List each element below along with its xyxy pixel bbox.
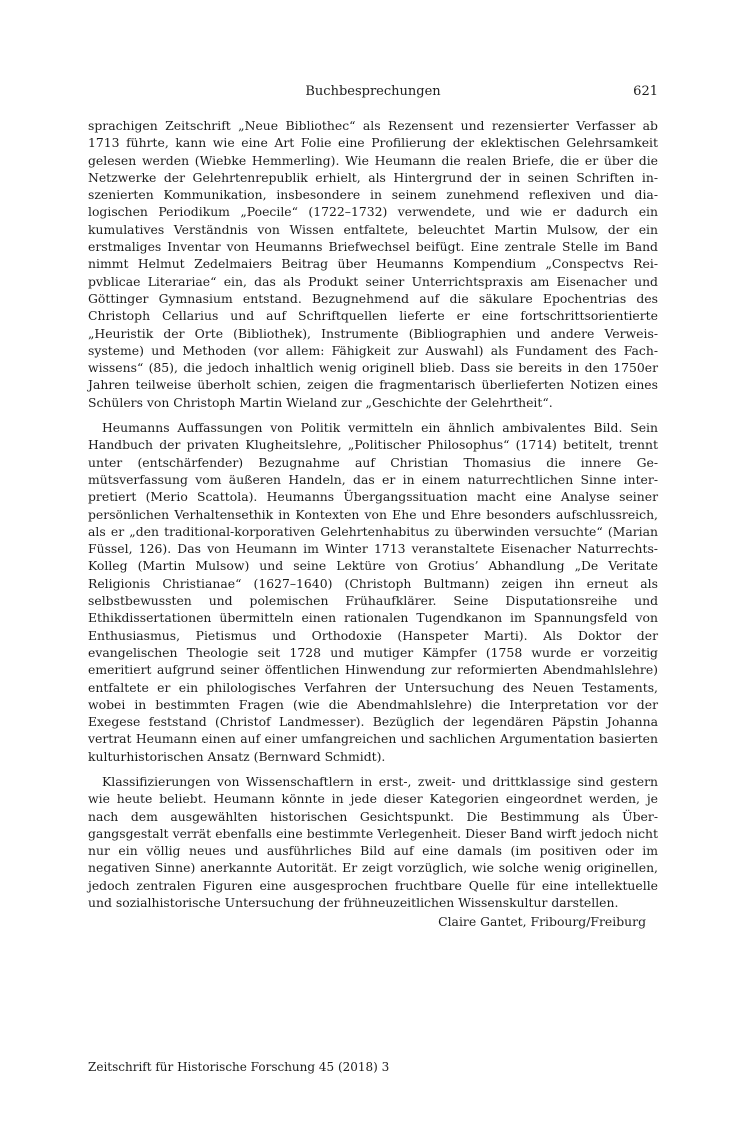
journal-footer: Zeitschrift für Historische Forschung 45 (2018) 3 (88, 1060, 390, 1074)
running-header (88, 83, 658, 101)
reviewer-signature: Claire Gantet, Fribourg/Freiburg (438, 914, 646, 930)
paragraph-1: sprachigen Zeitschrift „Neue Bibliothec“ als Rezensent und rezensierter Verfasser ab 1713 führte, kann wie eine Art Folie eine Profilierung der eklektischen Gelehrsamkeit gelesen werden (Wiebke Hemmerling). Wie Heumann die realen Briefe, die er über die Netzwerke der Gelehrtenrepublik erhielt, als Hintergrund der in seinen Schriften inszenierten Kommunikation, insbesondere in seinem zunehmend reflexiven und dialogischen Periodikum „Poecile“ (1722–1732) verwendete, und wie er dadurch ein kumulatives Verständnis von Wissen entfaltete, beleuchtet Martin Mulsow, der ein erstmaliges Inventar von Heumanns Briefwechsel beifügt. Eine zentrale Stelle im Band nimmt Helmut Zedelmaiers Beitrag über Heumanns Kompendium „Conspectvs Reipvblicae Literariae“ ein, das als Produkt seiner Unterrichtspraxis am Eisenacher und Göttinger Gymnasium entstand. Bezugnehmend auf die säkulare Epochentrias des Christoph Cellarius und auf Schriftquellen lieferte er eine fortschrittsorientierte „Heuristik der Orte (Bibliothek), Instrumente (Bibliographien und andere Verweissysteme) und Methoden (vor allem: Fähigkeit zur Auswahl) als Fundament des Fachwissens“ (85), die jedoch inhaltlich wenig originell blieb. Dass sie bereits in den 1750er Jahren teilweise überholt schien, zeigen die fragmentarisch überlieferten Notizen eines Schülers von Christoph Martin Wieland zur „Geschichte der Gelehrtheit“. (88, 118, 658, 410)
paragraph-2: Heumanns Auffassungen von Politik vermitteln ein ähnlich ambivalentes Bild. Sein Handbuch der privaten Klugheitslehre, „Politischer Philosophus“ (1714) betitelt, trennt unter (entschärfender) Bezugnahme auf Christian Thomasius die innere Gemütsverfassung vom äußeren Handeln, das er in einem naturrechtlichen Sinne interpretiert (Merio Scattola). Heumanns Übergangssituation macht eine Analyse seiner persönlichen Verhaltensethik in Kontexten von Ehe und Ehre besonders aufschlussreich, als er „den traditional-korporativen Gelehrtenhabitus zu überwinden versuchte“ (Marian Füssel, 126). Das von Heumann im Winter 1713 veranstaltete Eisenacher Naturrechts-Kolleg (Martin Mulsow) und seine Lektüre von Grotius’ Abhandlung „De Veritate Religionis Christianae“ (1627–1640) (Christoph Bultmann) zeigen ihn erneut als selbstbewussten und polemischen Frühaufklärer. Seine Disputationsreihe und Ethikdissertationen übermitteln einen rationalen Tugendkanon im Spannungsfeld von Enthusiasmus, Pietismus und Orthodoxie (Hanspeter Marti). Als Doktor der evangelischen Theologie seit 1728 und mutiger Kämpfer (1758 wurde er vorzeitig emeritiert aufgrund seiner öffentlichen Hinwendung zur reformierten Abendmahlslehre) entfaltete er ein philologisches Verfahren der Untersuchung des Neuen Testaments, wobei in bestimmten Fragen (wie die Abendmahlslehre) die Interpretation vor der Exegese feststand (Christof Landmesser). Bezüglich der legendären Päpstin Johanna vertrat Heumann einen auf einer umfangreichen und sachlichen Argumentation basierten kulturhistorischen Ansatz (Bernward Schmidt). (88, 420, 658, 764)
paragraph-3: Klassifizierungen von Wissenschaftlern in erst-, zweit- und drittklassige sind gestern wie heute beliebt. Heumann könnte in jede dieser Kategorien eingeordnet werden, je nach dem ausgewählten historischen Gesichtspunkt. Die Bestimmung als Übergangsgestalt verrät ebenfalls eine bestimmte Verlegenheit. Dieser Band wirft jedoch nicht nur ein völlig neues und ausführliches Bild auf eine damals (im positiven oder im negativen Sinne) anerkannte Autorität. Er zeigt vorzüglich, wie solche wenig originellen, jedoch zentralen Figuren eine ausgesprochen fruchtbare Quelle für eine intellektuelle und sozialhistorische Untersuchung der frühneuzeitlichen Wissenskultur darstellen. (88, 773, 658, 911)
body-text (88, 117, 658, 931)
page-number: 621 (633, 84, 658, 99)
section-title: Buchbesprechungen (305, 84, 441, 99)
